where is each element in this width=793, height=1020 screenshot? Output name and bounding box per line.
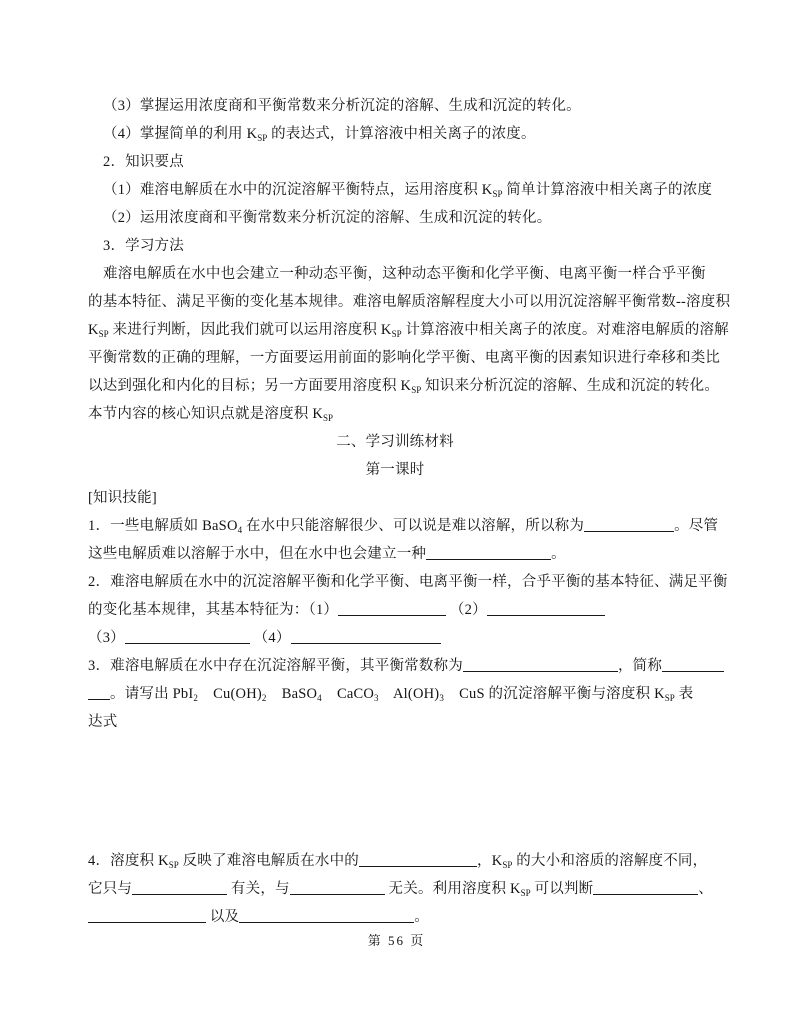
doc-text: K — [88, 322, 99, 338]
doc-line — [88, 596, 702, 624]
doc-text: 简单计算溶液中相关离子的浓度 — [502, 182, 713, 198]
doc-text: 在水中只能溶解很少、可以说是难以溶解，所以称为 — [242, 518, 585, 534]
doc-text: 计算溶液中相关离子的浓度。对难溶电解质的溶解 — [401, 322, 729, 338]
doc-text: 。 — [551, 546, 566, 562]
doc-text: 以及 — [206, 909, 240, 925]
doc-text: CuS 的沉淀溶解平衡与溶度积 K — [443, 686, 665, 702]
doc-text: 本节内容的核心知识点就是溶度积 K — [88, 406, 323, 422]
doc-line — [88, 92, 702, 120]
subscript-text: 2 — [261, 693, 267, 703]
doc-text: （3）掌握运用浓度商和平衡常数来分析沉淀的溶解、生成和沉淀的转化。 — [103, 98, 581, 114]
doc-text: 3．学习方法 — [103, 238, 184, 254]
document-content — [88, 92, 731, 931]
subscript-text: SP — [520, 888, 531, 898]
subscript-text: SP — [411, 385, 422, 395]
page-number: 第 56 页 — [367, 933, 426, 948]
answer-blank — [338, 601, 446, 616]
doc-text: [知识技能] — [88, 490, 157, 506]
subscript-text: SP — [492, 189, 503, 199]
answer-blank — [88, 685, 110, 700]
answer-blank — [662, 657, 724, 672]
doc-line — [88, 680, 702, 708]
subscript-text: SP — [98, 329, 109, 339]
doc-text: 以达到强化和内化的目标；另一方面要用溶度积 K — [88, 378, 412, 394]
doc-line — [88, 232, 702, 260]
doc-text: 无关。利用溶度积 K — [384, 881, 521, 897]
doc-text: 这些电解质难以溶解于水中，但在水中也会建立一种 — [88, 546, 427, 562]
answer-blank — [290, 880, 385, 895]
doc-text: Cu(OH) — [197, 686, 262, 702]
doc-text: 2．知识要点 — [103, 154, 184, 170]
doc-text: 的大小和溶质的溶解度不同， — [512, 853, 708, 869]
doc-text: CaCO — [321, 686, 375, 702]
subscript-text: 3 — [374, 693, 379, 703]
subscript-text: 3 — [439, 693, 444, 703]
doc-text: ，简称 — [617, 658, 663, 674]
answer-blank — [487, 601, 605, 616]
doc-line — [88, 316, 729, 344]
doc-text: 表 — [674, 686, 694, 702]
doc-line — [88, 456, 702, 484]
answer-blank — [132, 880, 227, 895]
subscript-text: SP — [168, 860, 179, 870]
doc-line — [88, 484, 702, 512]
doc-text: 3．难溶电解质在水中存在沉淀溶解平衡，其平衡常数称为 — [88, 658, 463, 674]
subscript-text: SP — [391, 329, 402, 339]
doc-text: 、 — [698, 881, 713, 897]
doc-text: （2）运用浓度商和平衡常数来分析沉淀的溶解、生成和沉淀的转化。 — [103, 210, 552, 226]
doc-line — [88, 372, 720, 400]
doc-text: （2） — [446, 602, 487, 618]
doc-line — [88, 176, 713, 204]
doc-text: 它只与 — [88, 881, 133, 897]
answer-blank — [584, 517, 674, 532]
subscript-text: SP — [323, 413, 334, 423]
doc-text: 平衡常数的正确的理解，一方面要运用前面的影响化学平衡、电离平衡的因素知识进行牵移和类比 — [88, 350, 721, 366]
subscript-text: SP — [257, 133, 268, 143]
doc-text: （3） — [88, 630, 125, 646]
doc-line — [88, 540, 702, 568]
doc-text: 。请写出 PbI — [110, 686, 194, 702]
doc-text: 知识来分析沉淀的溶解、生成和沉淀的转化。 — [421, 378, 720, 394]
doc-line — [88, 428, 702, 456]
doc-line — [88, 400, 702, 428]
doc-text: 2．难溶电解质在水中的沉淀溶解平衡和化学平衡、电离平衡一样，合乎平衡的基本特征、满足平衡 — [88, 574, 728, 590]
answer-blank — [426, 545, 551, 560]
answer-blank — [88, 908, 206, 923]
doc-text: （1）难溶电解质在水中的沉淀溶解平衡特点，运用溶度积 K — [103, 182, 493, 198]
doc-line — [88, 288, 731, 316]
doc-text: 4．溶度积 K — [88, 853, 169, 869]
doc-text: BaSO — [266, 686, 318, 702]
subscript-text: SP — [502, 860, 513, 870]
doc-line — [88, 344, 721, 372]
doc-text: 可以判断 — [530, 881, 594, 897]
doc-line — [88, 652, 702, 680]
answer-space — [88, 736, 702, 847]
answer-blank — [463, 657, 618, 672]
answer-blank — [125, 629, 250, 644]
doc-line — [88, 847, 708, 875]
subscript-text: 4 — [237, 525, 243, 535]
doc-text: 达式 — [88, 714, 118, 730]
doc-text: 1．一些电解质如 BaSO — [88, 518, 238, 534]
doc-text: Al(OH) — [378, 686, 440, 702]
doc-text: 的变化基本规律，其基本特征为：（1） — [88, 602, 339, 618]
doc-text: 反映了难溶电解质在水中的 — [178, 853, 359, 869]
doc-text: 二、学习训练材料 — [336, 434, 454, 450]
subscript-text: 2 — [193, 693, 198, 703]
doc-text: 来进行判断，因此我们就可以运用溶度积 K — [108, 322, 392, 338]
doc-line — [88, 875, 713, 903]
doc-line — [88, 708, 702, 736]
doc-line — [88, 624, 702, 652]
doc-text: 。 — [414, 909, 429, 925]
answer-blank — [291, 629, 441, 644]
answer-blank — [359, 852, 477, 867]
subscript-text: SP — [664, 693, 675, 703]
doc-line — [88, 260, 706, 288]
doc-line — [88, 568, 728, 596]
doc-text: 的基本特征、满足平衡的变化基本规律。难溶电解质溶解程度大小可以用沉淀溶解平衡常数--溶度积 — [88, 294, 731, 310]
doc-line — [88, 204, 702, 232]
subscript-text: 4 — [317, 693, 322, 703]
doc-text: （4）掌握简单的利用 K — [103, 126, 258, 142]
answer-blank — [239, 908, 414, 923]
doc-text: （4） — [249, 630, 291, 646]
doc-text: 难溶电解质在水中也会建立一种动态平衡，这种动态平衡和化学平衡、电离平衡一样合乎平衡 — [103, 266, 706, 282]
doc-text: 的表达式，计算溶液中相关离子的浓度。 — [267, 126, 536, 142]
doc-line — [88, 512, 719, 540]
doc-text: ，K — [477, 853, 503, 869]
doc-line — [88, 148, 702, 176]
doc-text: 。尽管 — [674, 518, 719, 534]
doc-text: 有关，与 — [227, 881, 290, 897]
doc-line — [88, 120, 702, 148]
answer-blank — [593, 880, 698, 895]
doc-text: 第一课时 — [365, 462, 425, 478]
doc-line — [88, 903, 702, 931]
